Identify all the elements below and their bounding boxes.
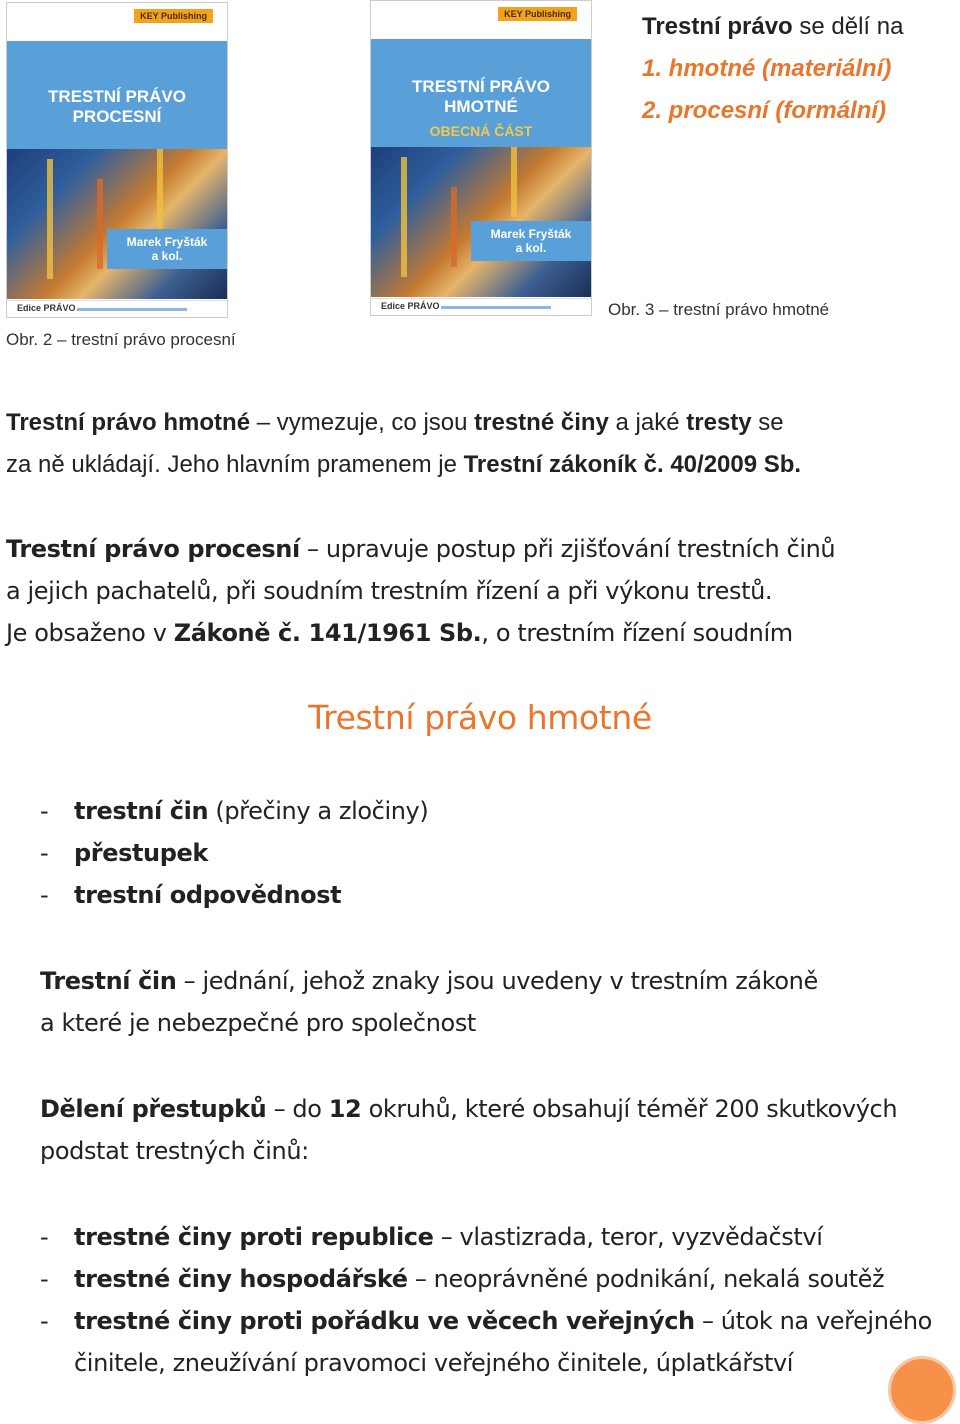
division-count: 12 [328, 1095, 362, 1123]
book-author-suffix: a kol. [151, 249, 183, 263]
book-author: Marek Fryšták [126, 235, 208, 249]
section-heading: Trestní právo hmotné [308, 698, 652, 737]
term-trestni-zakonik: Trestní zákoník č. 40/2009 Sb. [463, 451, 802, 478]
intro-line [642, 6, 903, 48]
def-bold: Trestní čin [40, 967, 177, 995]
list-trestne-ciny [40, 1216, 932, 1384]
list-item [40, 832, 428, 874]
intro-block [642, 6, 903, 132]
cover-photo [7, 149, 227, 299]
intro-item-1: 1. hmotné (materiální) [642, 55, 892, 82]
def-line2: a které je nebezpečné pro společnost [40, 1009, 476, 1037]
item-rest: – útok na veřejného [694, 1307, 932, 1335]
list-item [40, 1258, 932, 1300]
intro-item-2: 2. procesní (formální) [642, 97, 887, 124]
paragraph-hmotne [6, 402, 946, 486]
book-author-suffix: a kol. [515, 241, 547, 255]
book-cover-hmotne [370, 0, 592, 316]
decorative-circle [888, 1356, 956, 1424]
caption-fig2: Obr. 2 – trestní právo procesní [6, 330, 236, 349]
book-title-line1: TRESTNÍ PRÁVO [48, 87, 186, 106]
item-bold: trestné činy hospodářské [74, 1265, 408, 1293]
term-hmotne: Trestní právo hmotné [6, 409, 251, 436]
publisher-badge: KEY Publishing [498, 7, 577, 21]
intro-bold: Trestní právo [642, 13, 793, 40]
book-cover-procesni [6, 2, 228, 318]
text: – upravuje postup při zjišťování trestních činů [299, 535, 836, 563]
division-bold: Dělení přestupků [40, 1095, 267, 1123]
term-trestne-ciny: trestné činy [474, 409, 609, 436]
list-item [40, 1216, 932, 1258]
edition-label: Edice PRÁVO [381, 301, 440, 311]
book-title-line2: HMOTNÉ [444, 97, 518, 116]
item-line2: činitele, zneužívání pravomoci veřejného činitele, úplatkářství [74, 1349, 794, 1377]
item-rest: (přečiny a zločiny) [208, 797, 429, 825]
term-zakon: Zákoně č. 141/1961 Sb. [173, 619, 482, 647]
paragraph-procesni [6, 528, 946, 654]
text: – vymezuje, co jsou [250, 409, 475, 436]
text: se [751, 409, 784, 436]
text: a jejich pachatelů, při soudním trestním řízení a při výkonu trestů. [6, 577, 773, 605]
list-item [40, 790, 428, 832]
publisher-badge: KEY Publishing [134, 9, 213, 23]
definition-trestni-cin [40, 960, 818, 1044]
item-bold: trestní odpovědnost [74, 881, 342, 909]
text: – do [266, 1095, 329, 1123]
edition-label: Edice PRÁVO [17, 303, 76, 313]
list-item [40, 874, 428, 916]
item-bold: trestné činy proti pořádku ve věcech veřejných [74, 1307, 695, 1335]
division-line2: podstat trestných činů: [40, 1137, 309, 1165]
text: okruhů, které obsahují téměř 200 skutkových [361, 1095, 898, 1123]
book-subtitle: OBECNÁ ČÁST [429, 123, 533, 139]
item-bold: trestné činy proti republice [74, 1223, 434, 1251]
text: , o trestním řízení soudním [481, 619, 793, 647]
book-title-line1: TRESTNÍ PRÁVO [412, 77, 550, 96]
list-item [40, 1300, 932, 1384]
caption-fig3: Obr. 3 – trestní právo hmotné [608, 300, 830, 319]
book-author: Marek Fryšták [490, 227, 572, 241]
list-hmotne [40, 790, 428, 916]
division-prestupku [40, 1088, 897, 1172]
term-procesni: Trestní právo procesní [6, 535, 300, 563]
text: a jaké [608, 409, 687, 436]
book-title-line2: PROCESNÍ [72, 107, 162, 126]
item-rest: – vlastizrada, teror, vyzvědačství [433, 1223, 823, 1251]
def-rest: – jednání, jehož znaky jsou uvedeny v trestním zákoně [176, 967, 818, 995]
intro-rest: se dělí na [792, 13, 904, 40]
item-rest: – neoprávněné podnikání, nekalá soutěž [407, 1265, 885, 1293]
item-bold: trestní čin [74, 797, 209, 825]
item-bold: přestupek [74, 839, 208, 867]
text: za ně ukládají. Jeho hlavním pramenem je [6, 451, 464, 478]
text: Je obsaženo v [6, 619, 174, 647]
term-tresty: tresty [686, 409, 752, 436]
